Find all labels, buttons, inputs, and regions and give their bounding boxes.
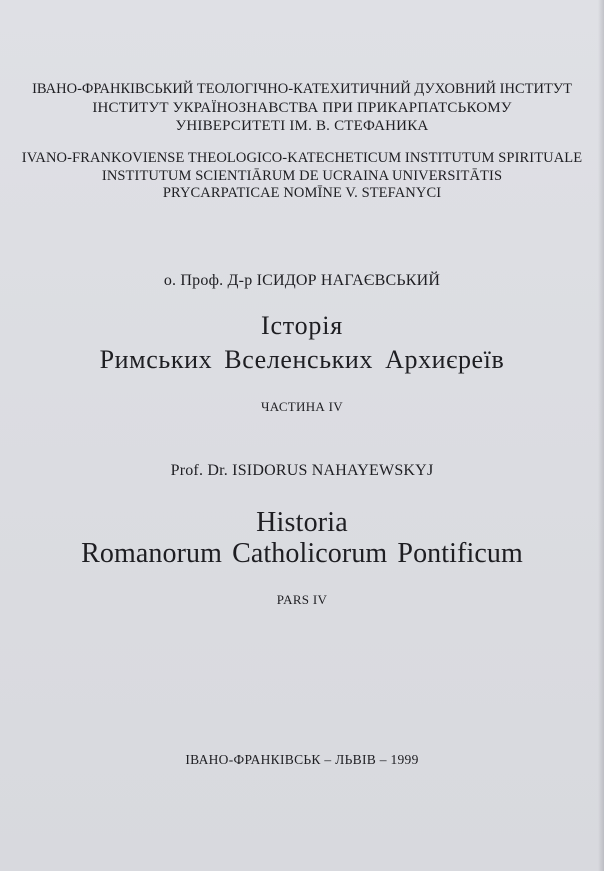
institute-line-la-2: INSTITUTUM SCIENTIĀRUM DE UCRAINA UNIVERSITĀTIS: [101, 168, 503, 184]
author-latin: Prof. Dr. ISIDORUS NAHAYEWSKYJ: [170, 462, 434, 479]
institute-line-uk-1: ІВАНО-ФРАНКІВСЬКИЙ ТЕОЛОГІЧНО-КАТЕХИТИЧНИЙ ДУХОВНИЙ ІНСТИТУТ: [32, 81, 572, 97]
institute-line-la-3: PRYCARPATICAE NOMĪNE V. STEFANYCI: [162, 185, 442, 201]
part-latin: PARS IV: [276, 592, 328, 607]
author-ukrainian: о. Проф. Д-р ІСИДОР НАГАЄВСЬКИЙ: [163, 272, 441, 289]
part-ukrainian: ЧАСТИНА IV: [261, 399, 343, 414]
institute-line-uk-2: ІНСТИТУТ УКРАЇНОЗНАВСТВА ПРИ ПРИКАРПАТСЬКОМУ: [92, 100, 512, 116]
title-latin-line-2: Romanorum Catholicorum Pontificum: [81, 538, 523, 569]
title-ukrainian-line-2: Римських Вселенських Архиєреїв: [99, 345, 505, 374]
title-latin-line-1: Historia: [256, 507, 348, 538]
institute-line-la-1: IVANO-FRANKOVIENSE THEOLOGICO-KATECHETICUM INSTITUTUM SPIRITUALE: [21, 150, 583, 166]
institute-line-uk-3: УНІВЕРСИТЕТІ ІМ. В. СТЕФАНИКА: [175, 118, 429, 134]
imprint: ІВАНО-ФРАНКІВСЬК – ЛЬВІВ – 1999: [185, 752, 419, 767]
title-ukrainian-line-1: Історія: [260, 311, 343, 340]
